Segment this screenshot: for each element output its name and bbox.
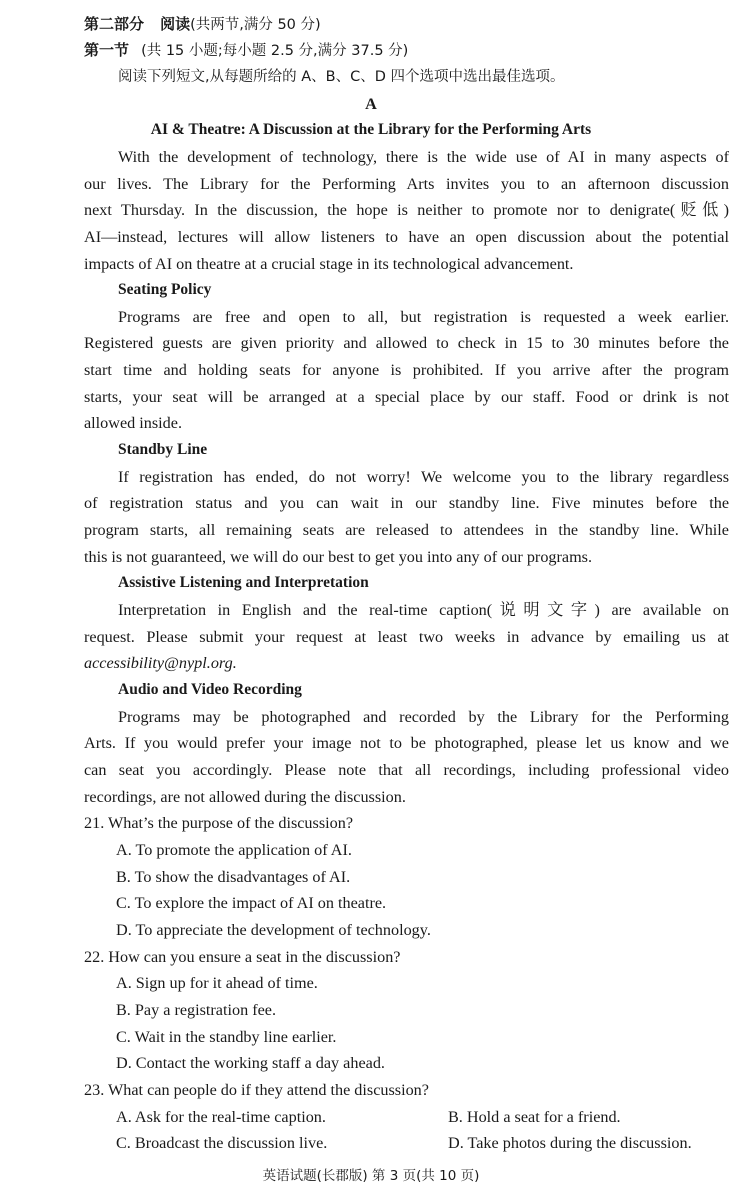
question-22-option-d: D. Contact the working staff a day ahead. bbox=[116, 1054, 385, 1072]
recording-line-2: Arts. If you would prefer your image not to be photographed, please let us know and we bbox=[84, 734, 729, 752]
standby-line-3: program starts, all remaining seats are released to attendees in the standby line. While bbox=[84, 521, 729, 539]
assistive-heading: Assistive Listening and Interpretation bbox=[118, 574, 369, 591]
question-21-option-d: D. To appreciate the development of technology. bbox=[116, 921, 431, 939]
question-23-stem: 23. What can people do if they attend the discussion? bbox=[84, 1081, 429, 1099]
question-21-option-b: B. To show the disadvantages of AI. bbox=[116, 868, 351, 886]
question-22-stem: 22. How can you ensure a seat in the discussion? bbox=[84, 948, 401, 966]
section-label: 第一节 bbox=[84, 41, 130, 59]
passage-title: AI & Theatre: A Discussion at the Library for the Performing Arts bbox=[150, 121, 592, 138]
question-23-option-b: B. Hold a seat for a friend. bbox=[448, 1108, 621, 1126]
accessibility-email: accessibility@nypl.org. bbox=[84, 654, 237, 672]
assistive-line-1: Interpretation in English and the real-time caption(说明文字) are available on bbox=[118, 601, 729, 619]
question-23-option-d: D. Take photos during the discussion. bbox=[448, 1134, 692, 1152]
question-21-option-a: A. To promote the application of AI. bbox=[116, 841, 352, 859]
question-23-option-c: C. Broadcast the discussion live. bbox=[116, 1134, 328, 1152]
seating-line-5: allowed inside. bbox=[84, 414, 183, 432]
assistive-line-2: request. Please submit your request at least two weeks in advance by emailing us at bbox=[84, 628, 729, 646]
intro-line-3: next Thursday. In the discussion, the hope is neither to promote nor to denigrate(贬低) bbox=[84, 201, 729, 219]
page-footer: 英语试题(长郡版) 第 3 页(共 10 页) bbox=[262, 1168, 480, 1184]
seating-line-1: Programs are free and open to all, but registration is requested a week earlier. bbox=[118, 308, 729, 326]
recording-heading: Audio and Video Recording bbox=[118, 681, 302, 698]
section-note: (共 15 小题;每小题 2.5 分,满分 37.5 分) bbox=[141, 43, 409, 59]
recording-line-4: recordings, are not allowed during the discussion. bbox=[84, 788, 406, 806]
part-note: (共两节,满分 50 分) bbox=[190, 17, 321, 33]
intro-line-4: AI—instead, lectures will allow listeners to have an open discussion about the potential bbox=[84, 228, 729, 246]
intro-line-5: impacts of AI on theatre at a crucial stage in its technological advancement. bbox=[84, 255, 574, 273]
question-21-option-c: C. To explore the impact of AI on theatre. bbox=[116, 894, 387, 912]
standby-line-1: If registration has ended, do not worry! We welcome you to the library regardless bbox=[118, 468, 729, 486]
seating-policy-heading: Seating Policy bbox=[118, 281, 212, 298]
standby-heading: Standby Line bbox=[118, 441, 208, 458]
intro-line-1: With the development of technology, there is the wide use of AI in many aspects of bbox=[118, 148, 729, 166]
intro-line-2: our lives. The Library for the Performing Arts invites you to an afternoon discussion bbox=[84, 175, 729, 193]
question-22-option-b: B. Pay a registration fee. bbox=[116, 1001, 277, 1019]
question-22-option-a: A. Sign up for it ahead of time. bbox=[116, 974, 318, 992]
recording-line-1: Programs may be photographed and recorded by the Library for the Performing bbox=[118, 708, 729, 726]
passage-letter: A bbox=[365, 95, 377, 113]
seating-line-4: starts, your seat will be arranged at a special place by our staff. Food or drink is not bbox=[84, 388, 729, 406]
standby-line-4: this is not guaranteed, we will do our best to get you into any of our programs. bbox=[84, 548, 593, 566]
question-22-option-c: C. Wait in the standby line earlier. bbox=[116, 1028, 337, 1046]
part-title: 阅读 bbox=[160, 15, 191, 33]
instruction: 阅读下列短文,从每题所给的 A、B、C、D 四个选项中选出最佳选项。 bbox=[118, 69, 565, 85]
part-header bbox=[84, 14, 321, 35]
question-23-option-a: A. Ask for the real-time caption. bbox=[116, 1108, 326, 1126]
seating-line-2: Registered guests are given priority and allowed to check in 15 to 30 minutes before the bbox=[84, 334, 729, 352]
standby-line-2: of registration status and you can wait in our standby line. Five minutes before the bbox=[84, 494, 729, 512]
part-label: 第二部分 bbox=[84, 15, 145, 33]
question-21-stem: 21. What’s the purpose of the discussion? bbox=[84, 814, 353, 832]
section-header bbox=[84, 40, 408, 61]
seating-line-3: start time and holding seats for anyone is prohibited. If you arrive after the program bbox=[84, 361, 729, 379]
recording-line-3: can seat you accordingly. Please note that all recordings, including professional video bbox=[84, 761, 729, 779]
